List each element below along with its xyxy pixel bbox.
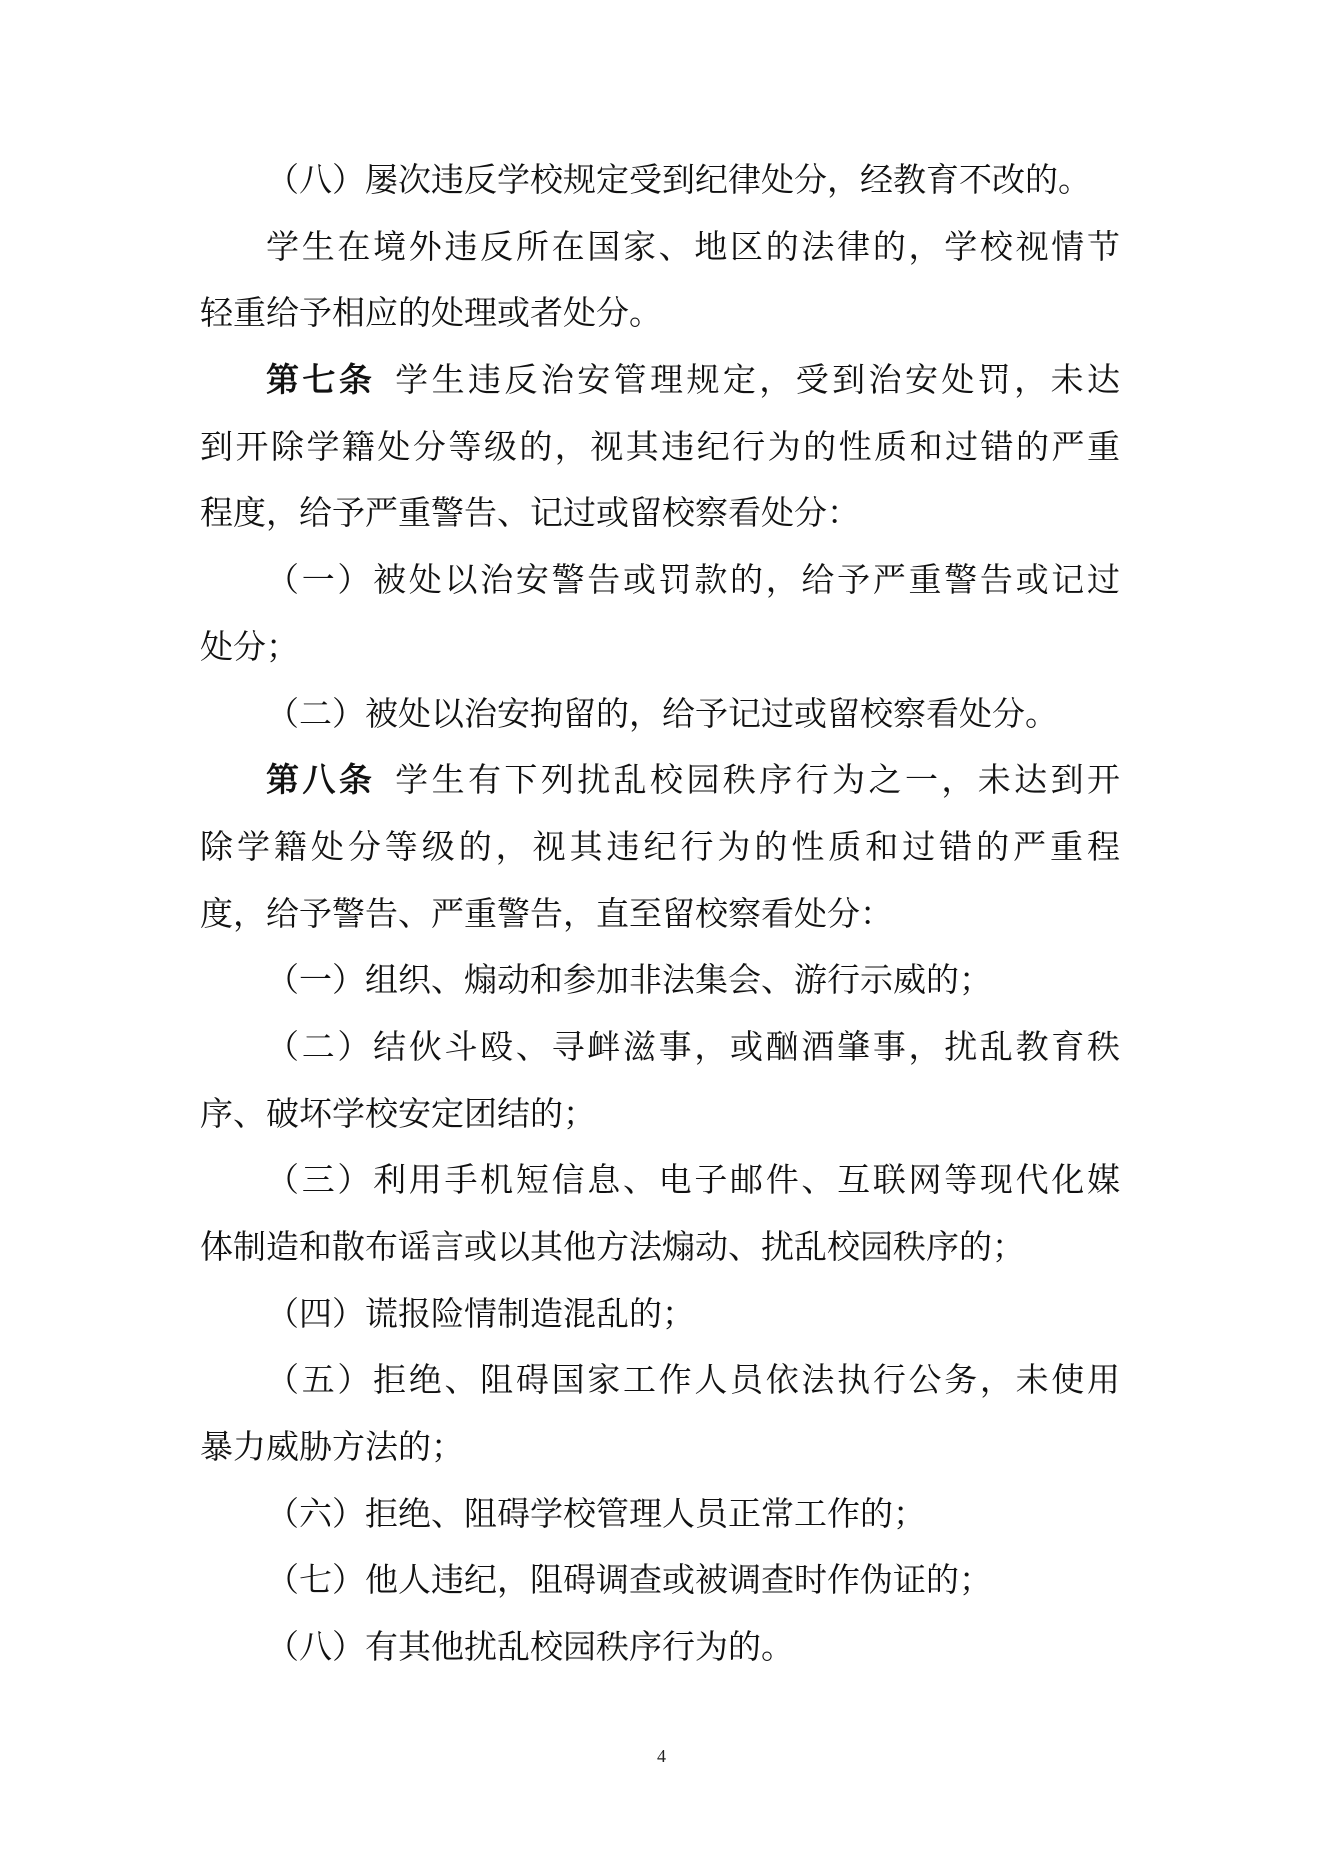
text-line <box>200 480 1120 547</box>
text-line <box>200 147 1120 214</box>
line-text: （一）被处以治安警告或罚款的，给予严重警告或记过 <box>266 560 1120 600</box>
text-line <box>200 814 1120 881</box>
line-text: （八）有其他扰乱校园秩序行为的。 <box>266 1627 794 1667</box>
text-line <box>200 681 1120 748</box>
line-text: （三）利用手机短信息、电子邮件、互联网等现代化媒 <box>266 1160 1120 1200</box>
line-text: （二）结伙斗殴、寻衅滋事，或酗酒肇事，扰乱教育秩 <box>266 1026 1120 1066</box>
text-line <box>200 1281 1120 1348</box>
line-text: 处分； <box>200 626 299 666</box>
text-line <box>200 414 1120 481</box>
text-line <box>200 1214 1120 1281</box>
line-text: 学生违反治安管理规定，受到治安处罚，未达 <box>391 360 1120 400</box>
line-text: （一）组织、煽动和参加非法集会、游行示威的； <box>266 960 992 1000</box>
line-text: （七）他人违纪，阻碍调查或被调查时作伪证的； <box>266 1560 992 1600</box>
text-line <box>200 947 1120 1014</box>
text-line <box>200 1547 1120 1614</box>
line-text: 程度，给予严重警告、记过或留校察看处分： <box>200 493 860 533</box>
line-text: （四）谎报险情制造混乱的； <box>266 1293 695 1333</box>
text-line <box>200 547 1120 614</box>
text-line <box>200 881 1120 948</box>
text-line <box>200 1481 1120 1548</box>
text-line <box>200 1347 1120 1414</box>
line-text: （八）屡次违反学校规定受到纪律处分，经教育不改的。 <box>266 160 1091 199</box>
line-text: 学生在境外违反所在国家、地区的法律的，学校视情节 <box>266 226 1120 266</box>
article-heading-line <box>200 347 1120 414</box>
text-line <box>200 214 1120 281</box>
text-line <box>200 1147 1120 1214</box>
article-title: 第七条 <box>266 360 376 400</box>
article-heading-line <box>200 747 1120 814</box>
line-text: （二）被处以治安拘留的，给予记过或留校察看处分。 <box>266 693 1058 733</box>
line-text: 学生有下列扰乱校园秩序行为之一，未达到开 <box>391 760 1120 800</box>
text-line <box>200 1414 1120 1481</box>
line-text: 体制造和散布谣言或以其他方法煽动、扰乱校园秩序的； <box>200 1227 1025 1266</box>
line-text: 除学籍处分等级的，视其违纪行为的性质和过错的严重程 <box>200 826 1120 866</box>
line-text: （五）拒绝、阻碍国家工作人员依法执行公务，未使用 <box>266 1360 1120 1400</box>
line-text: 度，给予警告、严重警告，直至留校察看处分： <box>200 893 893 933</box>
text-line <box>200 614 1120 681</box>
text-line <box>200 280 1120 347</box>
line-text: 到开除学籍处分等级的，视其违纪行为的性质和过错的严重 <box>200 426 1120 466</box>
text-line <box>200 1614 1120 1681</box>
page-number: 4 <box>657 1746 666 1766</box>
line-text: 暴力威胁方法的； <box>200 1427 464 1467</box>
document-body <box>200 147 1120 1681</box>
text-line <box>200 1081 1120 1148</box>
line-text: 轻重给予相应的处理或者处分。 <box>200 293 662 333</box>
article-title: 第八条 <box>266 760 376 800</box>
text-line <box>200 1014 1120 1081</box>
line-text: 序、破坏学校安定团结的； <box>200 1093 596 1133</box>
line-text: （六）拒绝、阻碍学校管理人员正常工作的； <box>266 1493 926 1533</box>
